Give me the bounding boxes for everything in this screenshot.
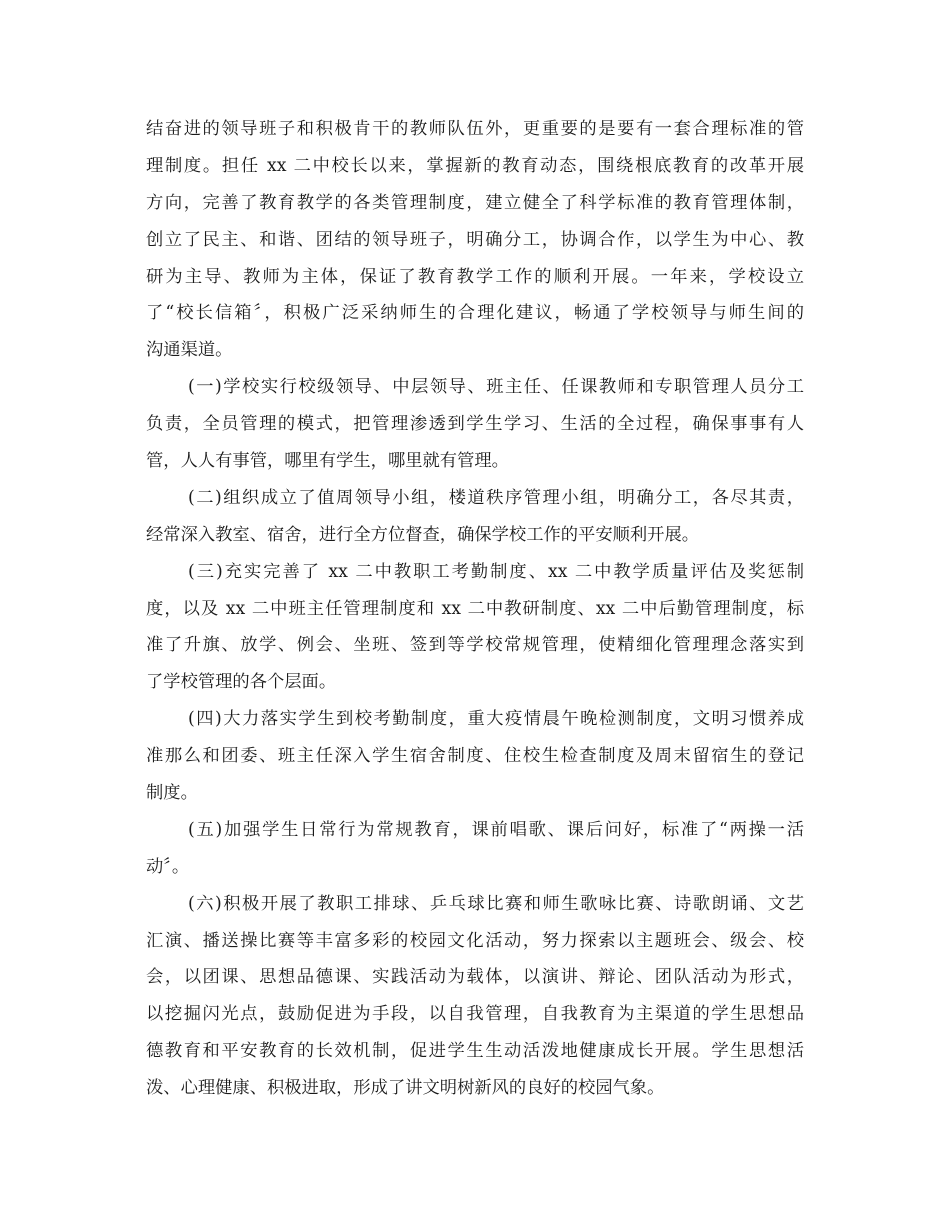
text-line: 研为主导、教师为主体，保证了教育教学工作的顺利开展。一年来，学校设立 <box>146 266 804 287</box>
text-line: 准那么和团委、班主任深入学生宿舍制度、住校生检查制度及周末留宿生的登记 <box>146 746 804 767</box>
text-line: (三)充实完善了 xx 二中教职工考勤制度、xx 二中教学质量评估及奖惩制 <box>188 561 804 582</box>
text-line: 德教育和平安教育的长效机制，促进学生生动活泼地健康成长开展。学生思想活 <box>146 1041 804 1062</box>
text-line: 理制度。担任 xx 二中校长以来，掌握新的教育动态，围绕根底教育的改革开展 <box>146 155 804 176</box>
text-line: 泼、心理健康、积极进取，形成了讲文明树新风的良好的校园气象。 <box>146 1078 665 1099</box>
text-line: 沟通渠道。 <box>146 340 233 361</box>
text-line: 汇演、播送操比赛等丰富多彩的校园文化活动，努力探索以主题班会、级会、校 <box>146 930 804 951</box>
text-line: 动〞。 <box>146 856 190 877</box>
text-line: (五)加强学生日常行为常规教育，课前唱歌、课后问好，标准了“两操一活 <box>188 819 804 840</box>
text-line: (一)学校实行校级领导、中层领导、班主任、任课教师和专职管理人员分工 <box>188 377 804 398</box>
text-line: 管，人人有事管，哪里有学生，哪里就有管理。 <box>146 451 509 472</box>
text-line: (六)积极开展了教职工排球、乒乓球比赛和师生歌咏比赛、诗歌朗诵、文艺 <box>188 893 804 914</box>
text-line: 负责，全员管理的模式，把管理渗透到学生学习、生活的全过程，确保事事有人 <box>146 414 804 435</box>
text-line: 准了升旗、放学、例会、坐班、签到等学校常规管理，使精细化管理理念落实到 <box>146 635 804 656</box>
text-line: 方向，完善了教育教学的各类管理制度，建立健全了科学标准的教育管理体制， <box>146 192 804 213</box>
text-line: 了学校管理的各个层面。 <box>146 672 337 693</box>
text-line: 以挖掘闪光点，鼓励促进为手段，以自我管理，自我教育为主渠道的学生思想品 <box>146 1004 804 1025</box>
text-line: 了“校长信箱〞，积极广泛采纳师生的合理化建议，畅通了学校领导与师生间的 <box>146 303 804 324</box>
text-line: 创立了民主、和谐、团结的领导班子，明确分工，协调合作，以学生为中心、教 <box>146 229 804 250</box>
text-line: 结奋进的领导班子和积极肯干的教师队伍外，更重要的是要有一套合理标准的管 <box>146 119 804 139</box>
text-line: 经常深入教室、宿舍，进行全方位督查，确保学校工作的平安顺利开展。 <box>146 524 700 545</box>
document-body <box>146 111 804 1107</box>
text-line: 度，以及 xx 二中班主任管理制度和 xx 二中教研制度、xx 二中后勤管理制度，标 <box>146 598 804 619</box>
text-line: (四)大力落实学生到校考勤制度，重大疫情晨午晚检测制度，文明习惯养成 <box>188 709 804 730</box>
text-line: 制度。 <box>146 783 198 804</box>
text-line: (二)组织成立了值周领导小组，楼道秩序管理小组，明确分工，各尽其责， <box>188 487 804 508</box>
text-line: 会，以团课、思想品德课、实践活动为载体，以演讲、辩论、团队活动为形式， <box>146 967 804 988</box>
